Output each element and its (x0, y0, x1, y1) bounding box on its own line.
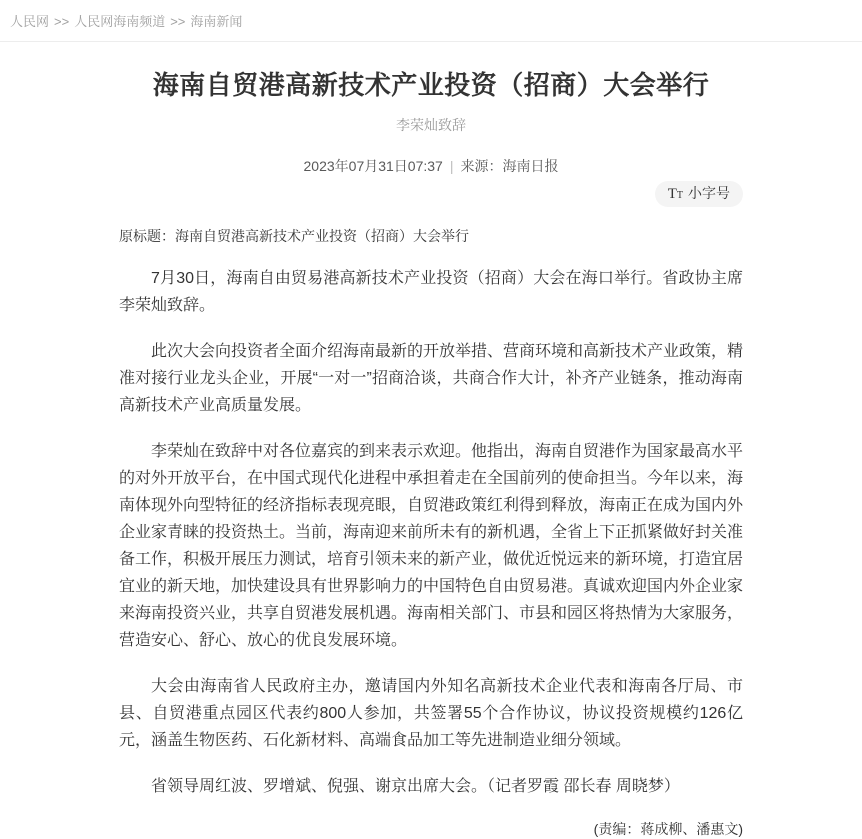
original-title-text: 海南自贸港高新技术产业投资（招商）大会举行 (175, 227, 469, 244)
article-subtitle: 李荣灿致辞 (396, 116, 466, 133)
breadcrumb-item-home[interactable]: 人民网 (10, 14, 50, 29)
breadcrumb-item-hainan-channel[interactable]: 人民网海南频道 (74, 14, 166, 29)
source-link[interactable]: 海南日报 (502, 157, 559, 174)
font-size-icon: T (667, 185, 677, 202)
article-container (119, 69, 743, 839)
source-label: 来源： (460, 157, 503, 174)
article-paragraph: 7月30日，海南自由贸易港高新技术产业投资（招商）大会在海口举行。省政协主席李荣灿致辞。 (119, 269, 743, 314)
font-size-button[interactable] (655, 181, 743, 207)
article-toolbar (119, 181, 743, 207)
article-meta (119, 156, 743, 176)
breadcrumb-separator: >> (54, 14, 70, 29)
article-paragraph: 李荣灿在致辞中对各位嘉宾的到来表示欢迎。他指出，海南自贸港作为国家最高水平的对外开放平台，在中国式现代化进程中承担着走在全国前列的使命担当。今年以来，海南体现外向型特征的经济指标表现亮眼，自贸港政策红利得到释放，海南正在成为国内外企业家青睐的投资热土。当前，海南迎来前所未有的新机遇，全省上下正抓紧做好封关准备工作，积极开展压力测试，培育引领未来的新产业，做优近悦远来的新环境，打造宜居宜业的新天地，加快建设具有世界影响力的中国特色自由贸易港。真诚欢迎国内外企业家来海南投资兴业，共享自贸港发展机遇。海南相关部门、市县和园区将热情为大家服务，营造安心、舒心、放心的优良发展环境。 (119, 442, 744, 649)
publish-date: 2023年07月31日07:37 (303, 157, 443, 174)
article-paragraph: 大会由海南省人民政府主办，邀请国内外知名高新技术企业代表和海南各厅局、市县、自贸港重点园区代表约800人参加，共签署55个合作协议，协议投资规模约126亿元，涵盖生物医药、石化新材料、高端食品加工等先进制造业细分领域。 (119, 677, 743, 749)
article-body (119, 265, 743, 800)
font-size-icon-small: T (676, 189, 683, 201)
breadcrumb (0, 0, 862, 42)
breadcrumb-separator: >> (170, 14, 186, 29)
article-paragraph: 省领导周红波、罗增斌、倪强、谢京出席大会。（记者罗霞 邵长春 周晓梦） (151, 777, 680, 795)
font-size-label: 小字号 (688, 184, 730, 201)
page-title: 海南自贸港高新技术产业投资（招商）大会举行 (152, 70, 710, 100)
original-title-row (119, 226, 743, 246)
meta-separator: | (449, 157, 454, 174)
original-title-label: 原标题： (119, 227, 175, 244)
article-paragraph: 此次大会向投资者全面介绍海南最新的开放举措、营商环境和高新技术产业政策，精准对接行业龙头企业，开展“一对一”招商洽谈，共商合作大计，补齐产业链条，推动海南高新技术产业高质量发展。 (119, 342, 744, 414)
breadcrumb-item-hainan-news[interactable]: 海南新闻 (190, 14, 243, 29)
editors-note: (责编：蒋成柳、潘惠文) (593, 820, 743, 837)
